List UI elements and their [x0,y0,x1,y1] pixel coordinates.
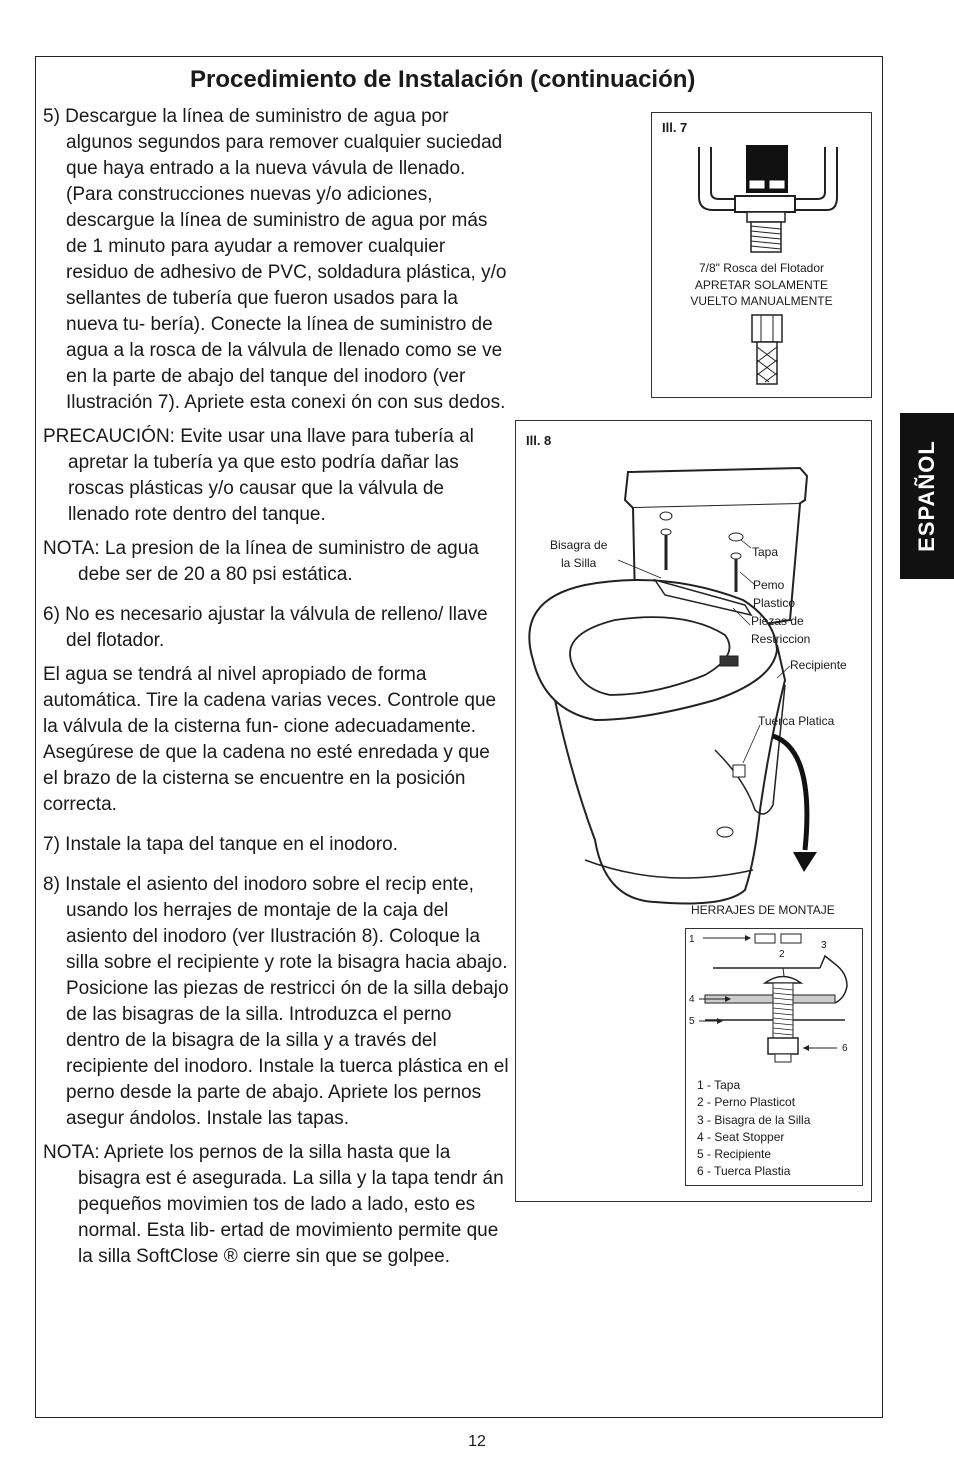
legend-item: 2 - Perno Plasticot [697,1095,796,1110]
legend-item: 1 - Tapa [697,1078,741,1092]
legend-item: 3 - Bisagra de la Silla [697,1112,811,1127]
language-tab [900,413,954,579]
label-piezas: Piezas de Restriccion [751,614,811,646]
label-recipiente: Recipiente [790,658,847,672]
page-number: 12 [468,1433,486,1450]
step-8: 8) Instale el asiento del inodoro sobre el recip ente, usando los herrajes de montaje de la caja del asiento del inodoro (ver Ilustración 8). Coloque la silla sobre el recipiente y rote la bisagra hacia abajo. Posicione las piezas de restricci ón de la silla debajo de las bisagras de la silla. Introduzca el perno dentro de la bisagra de la silla y a través del recipiente del inodoro. Instale la tuerca plástica en el perno desde la parte de abajo. Apriete los pernos asegur ándolos. Instale las tapas. [43,874,509,1129]
fill-valve-drawing [651,112,872,398]
label-pemo: Pemo Plastico [753,578,796,610]
step-6-detail: El agua se tendrá al nivel apropiado de forma automática. Tire la cadena varias veces. Controle que la válvula de la cisterna fun- cione adecuadamente. Asegúrese de que la cadena no esté enredada y que el brazo de la cisterna se encuentre en la posición correcta. [43,664,497,815]
illustration-7-label: Ill. 7 [662,120,688,135]
hardware-legend [697,1077,810,1181]
language-tab-label: ESPAÑOL [914,440,939,552]
hardware-number-4: 4 [689,994,695,1005]
step-7: 7) Instale la tapa del tanque en el inodoro. [43,834,398,855]
hardware-number-3: 3 [821,940,827,951]
hardware-number-6: 6 [842,1043,848,1054]
label-tapa: Tapa [752,545,779,559]
illustration-8-label: Ill. 8 [526,433,552,448]
hardware-drawing [685,928,863,1078]
label-tuerca: Tuerca Platica [758,714,835,728]
hardware-title: HERRAJES DE MONTAJE [691,903,835,917]
seat-note: NOTA: Apriete los pernos de la silla hasta que la bisagra est é asegurada. La silla y la tapa tendr án pequeños movimien tos de lado a lado, esto es normal. Esta lib- ertad de movimiento permite que la silla SoftClose ® cierre sin que se golpee. [43,1142,504,1267]
illustration-7-caption: 7/8" Rosca del Flotador APRETAR SOLAMENTE VUELTO MANUALMENTE [690,261,833,308]
legend-item: 5 - Recipiente [697,1147,772,1162]
pressure-note: NOTA: La presion de la línea de suministro de agua debe ser de 20 a 80 psi estática. [43,538,479,585]
hardware-number-2: 2 [779,949,785,960]
step-5: 5) Descargue la línea de suministro de agua por algunos segundos para remover cualquier suciedad que haya entrado a la nueva vávula de llenado. (Para construcciones nuevas y/o adiciones, descargue la línea de suministro de agua por más de 1 minuto para ayudar a remover cualquier residuo de adhesivo de PVC, soldadura plástica, y/o sellantes de tubería que fueron usados para la nueva tu- bería). Conecte la línea de suministro de agua a la rosca de la válvula de llenado como se ve en la parte de abajo del tanque del inodoro (ver Ilustración 7). Apriete esta conexi ón con sus dedos. [43,106,507,413]
caution-note: PRECAUCIÓN: Evite usar una llave para tubería al apretar la tubería ya que esto podría dañar las roscas plásticas y/o causar que la válvula de llenado rote dentro del tanque. [43,426,474,525]
hardware-number-5: 5 [689,1016,695,1027]
instructions-column [43,104,509,1270]
label-bisagra: Bisagra de la Silla [550,538,608,570]
step-6: 6) No es necesario ajustar la válvula de relleno/ llave del flotador. [43,604,488,651]
legend-item: 6 - Tuerca Plastia [697,1164,791,1179]
hardware-number-1: 1 [689,934,695,945]
page-title: Procedimiento de Instalación (continuación) [190,66,696,93]
legend-item: 4 - Seat Stopper [697,1129,785,1144]
